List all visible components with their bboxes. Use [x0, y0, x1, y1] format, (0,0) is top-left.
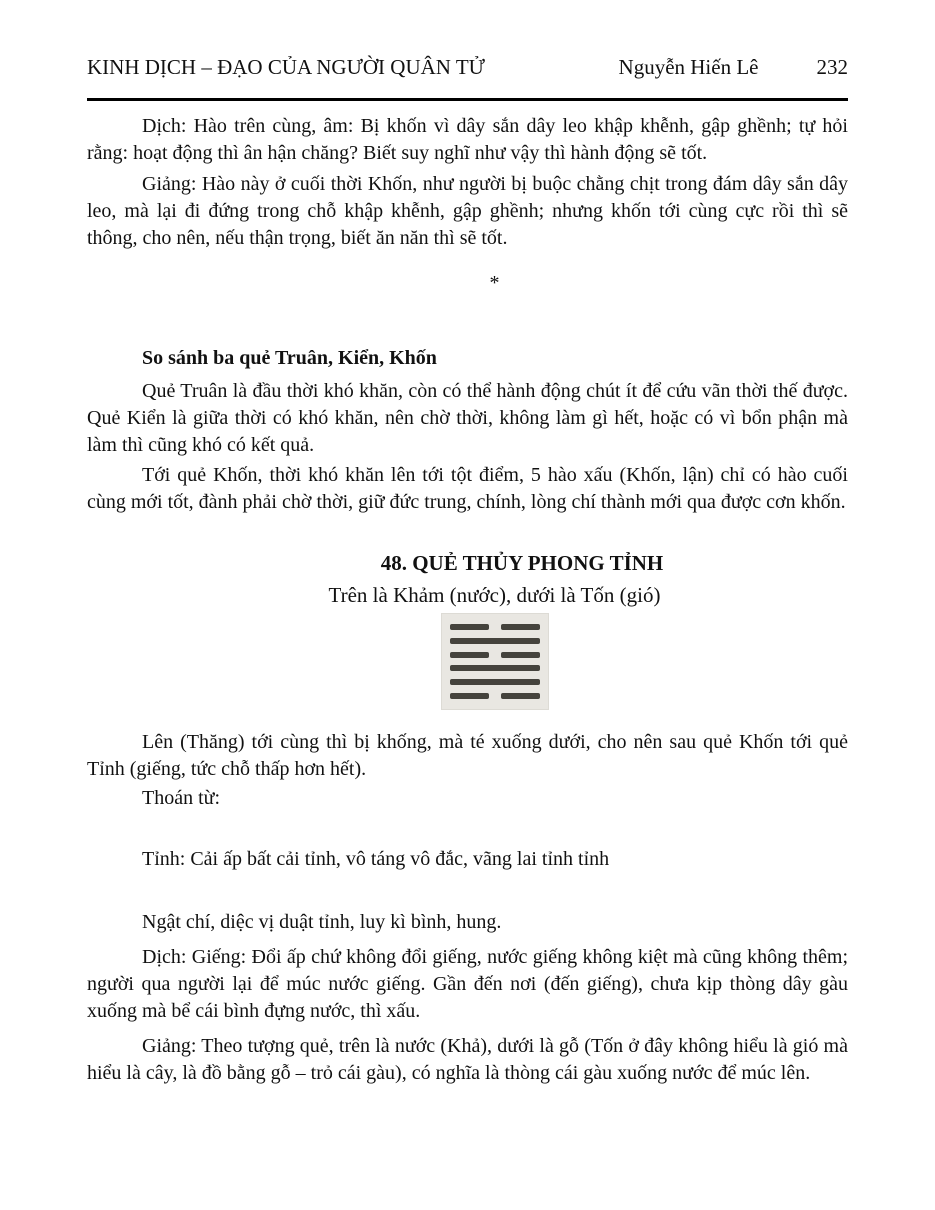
hexagram-line-broken	[450, 624, 540, 630]
paragraph-giang-hao-cuoi: Giảng: Hào này ở cuối thời Khốn, như người bị buộc chằng chịt trong đám dây sắn dây leo, mà lại đi đứng trong chỗ khập khễnh, gập ghềnh; nhưng khốn tới cùng cực rồi thì sẽ thông, cho nên, nếu thận trọng, biết ăn năn thì sẽ tốt.	[87, 173, 848, 249]
thoan-tu-line-2: Ngật chí, diệc vị duật tỉnh, luy kì bình, hung.	[142, 911, 502, 933]
hexagram-line-segment	[501, 652, 540, 658]
hexagram-line-segment	[450, 624, 489, 630]
paragraph-giang-tuong: Giảng: Theo tượng quẻ, trên là nước (Khả), dưới là gỗ (Tốn ở đây không hiểu là gió mà hiểu là cây, là đồ bằng gỗ – trỏ cái gàu), có nghĩa là thòng cái gàu xuống nước để múc lên.	[87, 1035, 848, 1084]
book-title: KINH DỊCH – ĐẠO CỦA NGƯỜI QUÂN TỬ	[87, 55, 485, 79]
hexagram-figure	[441, 613, 549, 710]
hexagram-line-segment	[450, 665, 540, 671]
hexagram-figure-wrap	[141, 613, 848, 710]
section-separator-star: *	[489, 272, 500, 294]
hexagram-line-segment	[450, 693, 489, 699]
page-content	[0, 54, 935, 1087]
chapter-subtitle: Trên là Khảm (nước), dưới là Tốn (gió)	[328, 583, 661, 607]
paragraph-so-sanh-1: Quẻ Truân là đầu thời khó khăn, còn có thể hành động chút ít để cứu vãn thời thế được. Quẻ Kiển là giữa thời có khó khăn, nên chờ thời, không làm gì hết, hoặc có vì bổn phận mà làm thì cũng khó có kết quả.	[87, 380, 848, 456]
paragraph-dich-gieng: Dịch: Giếng: Đổi ấp chứ không đổi giếng, nước giếng không kiệt mà cũng không thêm; người qua người lại để múc nước giếng. Gần đến nơi (đến giếng), chưa kịp thòng dây gàu xuống mà bể cái bình đựng nước, thì xấu.	[87, 946, 848, 1022]
hexagram-line-solid	[450, 679, 540, 685]
hexagram-line-segment	[450, 638, 540, 644]
hexagram-line-solid	[450, 638, 540, 644]
page-header	[87, 54, 848, 81]
hexagram-line-broken	[450, 652, 540, 658]
thoan-tu-line-1: Tỉnh: Cải ấp bất cải tỉnh, vô táng vô đắc, vãng lai tỉnh tỉnh	[142, 848, 610, 870]
hexagram-line-segment	[501, 624, 540, 630]
author-name: Nguyễn Hiến Lê	[618, 55, 759, 79]
page-number: 232	[816, 55, 848, 79]
paragraph-dich-hao-tren: Dịch: Hào trên cùng, âm: Bị khốn vì dây sắn dây leo khập khễnh, gập ghềnh; tự hỏi rằng: hoạt động thì ân hận chăng? Biết suy nghĩ như vậy thì hành động sẽ tốt.	[87, 115, 848, 164]
hexagram-line-segment	[501, 693, 540, 699]
hexagram-line-broken	[450, 693, 540, 699]
paragraph-len-thang: Lên (Thăng) tới cùng thì bị khống, mà té xuống dưới, cho nên sau quẻ Khốn tới quẻ Tỉnh (giếng, tức chỗ thấp hơn hết).	[87, 731, 848, 780]
hexagram-line-solid	[450, 665, 540, 671]
chapter-heading: 48. QUẺ THỦY PHONG TỈNH	[380, 551, 664, 575]
hexagram-line-segment	[450, 679, 540, 685]
paragraph-so-sanh-2: Tới quẻ Khốn, thời khó khăn lên tới tột điểm, 5 hào xấu (Khốn, lận) chỉ có hào cuối cùng mới tốt, đành phải chờ thời, giữ đức trung, chính, lòng chí thành mới qua được cơn khốn.	[87, 464, 848, 513]
compare-heading: So sánh ba quẻ Truân, Kiển, Khốn	[142, 347, 437, 369]
header-rule	[87, 98, 848, 101]
hexagram-line-segment	[450, 652, 489, 658]
thoan-tu-label: Thoán từ:	[142, 787, 221, 809]
